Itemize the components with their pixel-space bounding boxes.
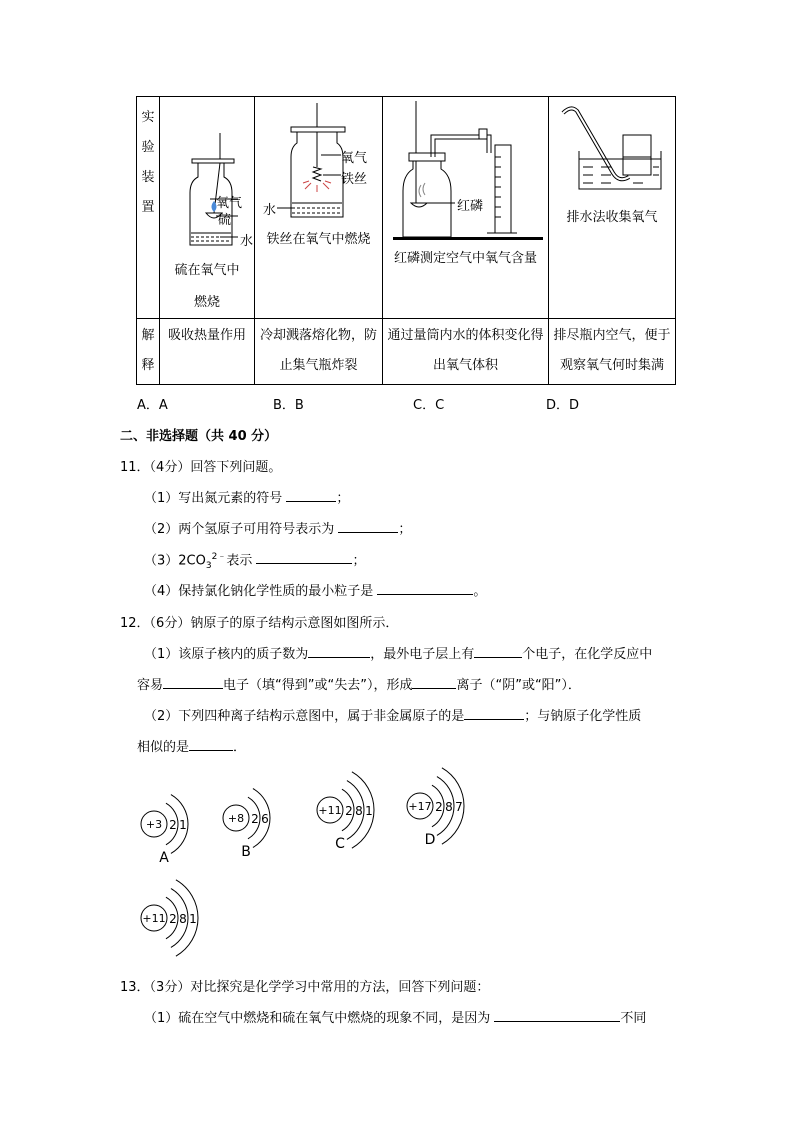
answer-blank[interactable]: [494, 1007, 620, 1022]
nucleus-charge: +8: [227, 812, 245, 825]
electron-count: 1: [365, 804, 373, 818]
electron-count: 2: [169, 818, 177, 832]
nucleus-charge: +3: [145, 818, 163, 831]
electron-count: 8: [445, 800, 453, 814]
label-water: 水: [240, 234, 254, 249]
electron-count: 2: [169, 912, 177, 926]
cell-sulfur-apparatus: [160, 97, 255, 319]
q11-item-4: （4）保持氯化钠化学性质的最小粒子是 。: [144, 580, 486, 599]
explain-phosphorus: 通过量筒内水的体积变化得出氧气体积: [387, 328, 544, 373]
row-header-apparatus: [137, 97, 160, 319]
label-red-phosphorus: 红磷: [457, 199, 484, 214]
q13-p1: （1）硫在空气中燃烧和硫在氧气中燃烧的现象不同，是因为 不同: [144, 1007, 646, 1026]
electron-count: 8: [355, 804, 363, 818]
diagram-label: A: [159, 850, 169, 866]
q12-p2-line2: 相似的是 ．: [137, 736, 246, 755]
electron-count: 6: [261, 812, 269, 826]
atom-diagram: [141, 795, 188, 866]
explain-sulfur: 吸收热量作用: [167, 328, 246, 343]
answer-blank[interactable]: [412, 674, 456, 689]
atom-diagram: [223, 789, 270, 860]
answer-blank[interactable]: [377, 580, 473, 595]
caption-iron: 铁丝在氧气中燃烧: [266, 232, 371, 247]
q12-p1-line2: 容易 电子（填“得到”或“失去”），形成 离子（“阴”或“阳”）．: [137, 674, 581, 693]
explain-iron: 冷却溅落熔化物，防止集气瓶炸裂: [259, 328, 377, 373]
experiment-table: [136, 96, 676, 385]
q11-item-2: （2）两个氢原子可用符号表示为 ；: [144, 518, 411, 537]
caption-water-collection: 排水法收集氧气: [566, 210, 658, 225]
choice-b[interactable]: B．B: [273, 398, 304, 413]
diagram-label: B: [241, 844, 251, 860]
cell-iron-apparatus: [255, 97, 383, 319]
phosphorus-diagram: [383, 97, 549, 247]
nucleus-charge: +17: [408, 800, 432, 813]
q13-stem: 13．（3分）对比探究是化学学习中常用的方法，回答下列问题：: [120, 980, 490, 995]
answer-blank[interactable]: [163, 674, 223, 689]
label-water-2: 水: [263, 203, 277, 218]
cell-water-collection: [549, 97, 676, 319]
q12-p2-line1: （2）下列四种离子结构示意图中，属于非金属原子的是 ；与钠原子化学性质: [144, 705, 641, 724]
atom-diagram: [317, 772, 374, 852]
label-sulfur: 硫: [218, 213, 232, 228]
caption-phosphorus: 红磷测定空气中氧气含量: [393, 251, 537, 266]
atom-diagram: [407, 768, 464, 848]
q11-item-3: $(3)2CO_3^{2﹣}$表示 ；: [144, 549, 366, 571]
label-oxygen: 氧气: [216, 196, 243, 211]
answer-blank[interactable]: [464, 705, 524, 720]
diagram-label: D: [424, 832, 436, 848]
row-header-explain-text: 解 释: [141, 328, 155, 373]
label-iron-wire: 铁丝: [341, 172, 368, 187]
choice-c[interactable]: C．C: [413, 398, 445, 413]
q12-stem: 12．（6分）钠原子的原子结构示意图如图所示．: [120, 616, 399, 631]
explain-water-collection: 排尽瓶内空气，便于观察氧气何时集满: [553, 328, 671, 373]
atom-diagrams: [130, 760, 500, 970]
row-header-apparatus-text: 实 验 装 置: [141, 110, 155, 215]
q12-p1-line1: （1）该原子核内的质子数为 ，最外电子层上有 个电子，在化学反应中: [144, 643, 652, 662]
electron-count: 2: [345, 804, 353, 818]
atom-diagram: [141, 880, 198, 956]
electron-count: 2: [435, 800, 443, 814]
cell-phosphorus-apparatus: [383, 97, 549, 319]
q11-item-1: （1）写出氮元素的符号 ；: [144, 487, 349, 506]
choice-a[interactable]: A．A: [137, 398, 168, 413]
electron-count: 1: [179, 818, 187, 832]
electron-count: 2: [251, 812, 259, 826]
caption-sulfur: 硫在氧气中燃烧: [174, 263, 240, 310]
answer-blank[interactable]: [338, 518, 398, 533]
electron-count: 8: [179, 912, 187, 926]
answer-blank[interactable]: [189, 736, 233, 751]
choice-d[interactable]: D．D: [546, 398, 580, 413]
answer-blank[interactable]: [286, 487, 336, 502]
nucleus-charge: +11: [318, 804, 342, 817]
diagram-label: C: [335, 836, 345, 852]
answer-blank[interactable]: [474, 643, 522, 658]
electron-count: 1: [189, 912, 197, 926]
label-oxygen-2: 氧气: [341, 151, 368, 166]
section-heading: 二、非选择题（共 40 分）: [120, 429, 278, 444]
answer-blank[interactable]: [256, 549, 352, 564]
q11-stem: 11．（4分）回答下列问题。: [120, 460, 282, 475]
nucleus-charge: +11: [142, 912, 166, 925]
answer-blank[interactable]: [308, 643, 370, 658]
water-collection-diagram: [549, 97, 676, 197]
electron-count: 7: [455, 800, 463, 814]
row-header-explain: [137, 319, 160, 385]
